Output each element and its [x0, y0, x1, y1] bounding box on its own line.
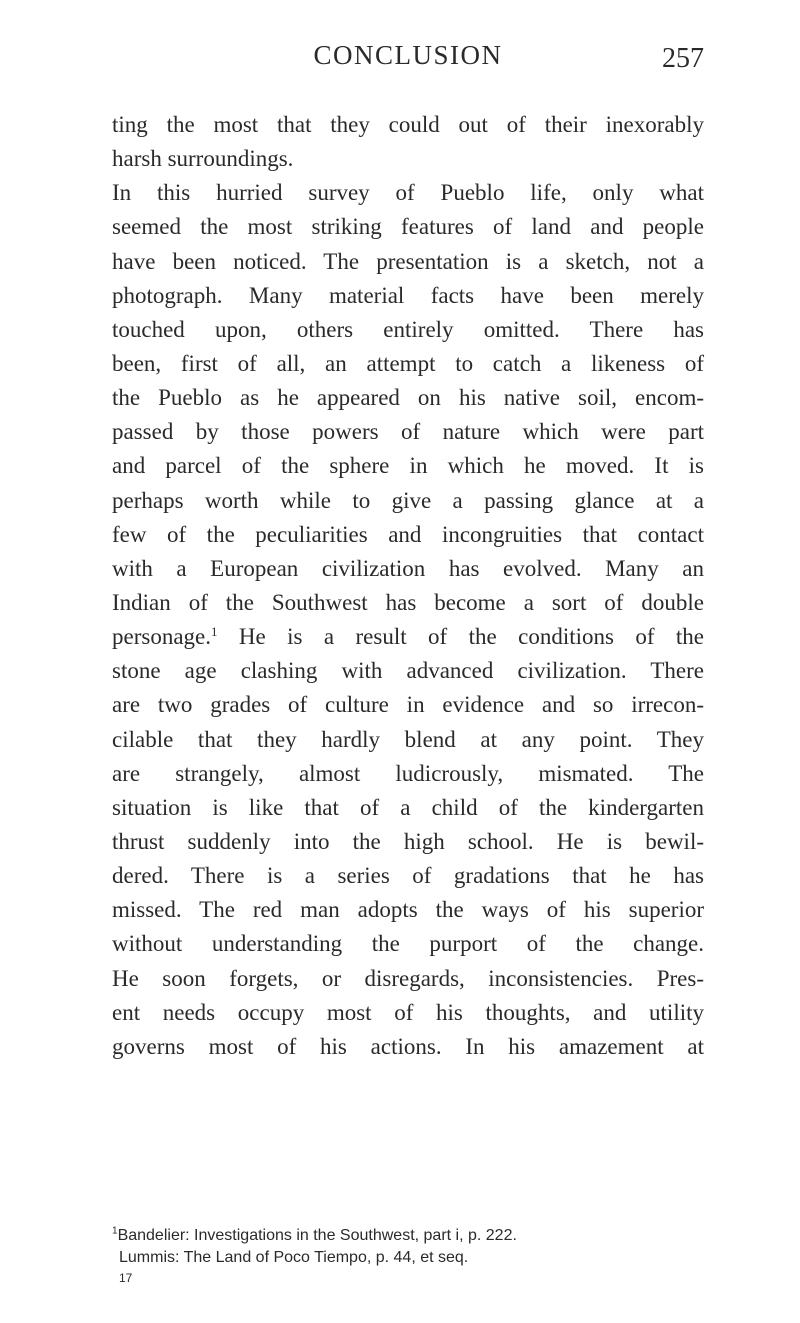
text-line: with a European civilization has evolved. Many an [112, 555, 704, 581]
text-line: thrust suddenly into the high school. He is bewil- [112, 828, 704, 854]
text-line: He soon forgets, or disregards, inconsistencies. Pres- [112, 965, 704, 991]
text-line: ent needs occupy most of his thoughts, and utility [112, 999, 704, 1025]
signature-mark: 17 [119, 1271, 133, 1285]
page-number: 257 [662, 43, 704, 74]
footnote-reference: 1 [211, 624, 218, 640]
text-line: harsh surroundings. [112, 146, 294, 172]
footnotes [112, 1225, 712, 1269]
text-line: without understanding the purport of the change. [112, 931, 704, 957]
footnote-mark: 1 [112, 1225, 118, 1237]
text-line: ting the most that they could out of their inexorably [112, 112, 704, 137]
text-line: missed. The red man adopts the ways of his superior [112, 897, 704, 923]
footnote-text: Bandelier: Investigations in the Southwest, part i, p. 222. [117, 1227, 517, 1244]
page-header [112, 37, 704, 77]
text-line: passed by those powers of nature which were part [112, 419, 704, 445]
body-text [112, 108, 704, 1064]
running-head: CONCLUSION [313, 40, 503, 70]
text-line-with-note [112, 620, 704, 654]
text-line: cilable that they hardly blend at any point. They [112, 726, 704, 752]
text-line: governs most of his actions. In his amazement at [112, 1033, 704, 1059]
text-fragment: personage. [112, 624, 211, 650]
text-line: stone age clashing with advanced civilization. There [112, 658, 704, 684]
text-line: few of the peculiarities and incongruities that contact [112, 521, 704, 547]
footnote-line [112, 1225, 712, 1247]
text-line: the Pueblo as he appeared on his native soil, encom- [112, 385, 704, 411]
text-line: seemed the most striking features of land and people [112, 214, 704, 240]
text-line: have been noticed. The presentation is a sketch, not a [112, 248, 704, 274]
text-line: perhaps worth while to give a passing glance at a [112, 487, 704, 513]
text-line: are strangely, almost ludicrously, mismated. The [112, 760, 704, 786]
text-line: been, first of all, an attempt to catch a likeness of [112, 350, 704, 376]
paragraph-start-line: In this hurried survey of Pueblo life, only what [112, 180, 704, 206]
text-line: Indian of the Southwest has become a sort of double [112, 589, 704, 615]
text-line: touched upon, others entirely omitted. There has [112, 316, 704, 342]
text-fragment: He is a result of the conditions of the [238, 624, 705, 650]
text-line: are two grades of culture in evidence and so irrecon- [112, 692, 704, 718]
text-line: and parcel of the sphere in which he moved. It is [112, 453, 704, 479]
text-line: dered. There is a series of gradations that he has [112, 863, 704, 889]
text-line: situation is like that of a child of the kindergarten [112, 794, 704, 820]
footnote-line: Lummis: The Land of Poco Tiempo, p. 44, et seq. [119, 1249, 469, 1266]
text-line: photograph. Many material facts have been merely [112, 282, 704, 308]
